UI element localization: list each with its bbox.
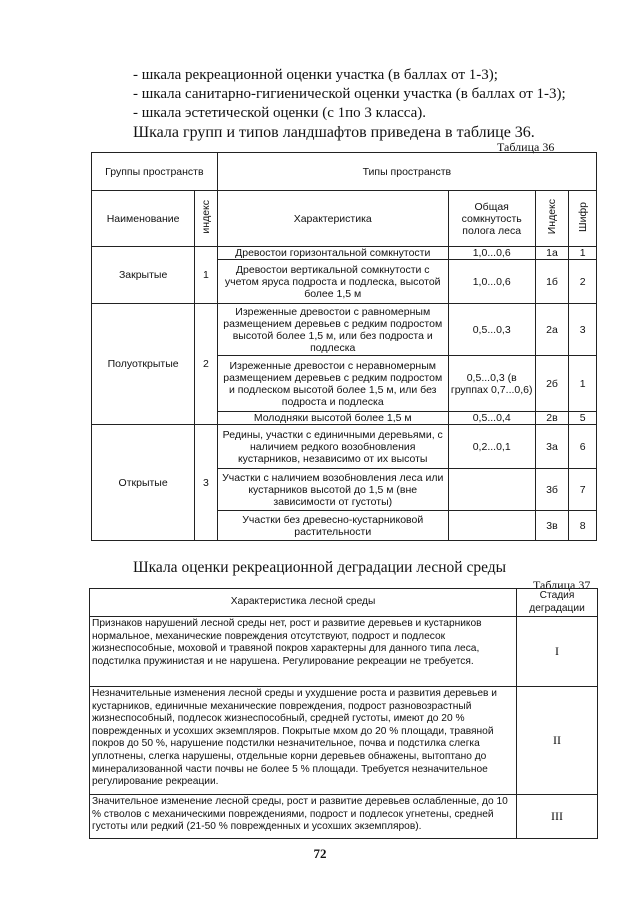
table36-caption: Таблица 36	[497, 140, 555, 154]
row-index: 2в	[535, 412, 569, 425]
row-code: 3	[569, 304, 597, 356]
row-stage: II	[517, 687, 598, 795]
group-index: 3	[195, 425, 217, 541]
intro-line-2: - шкала санитарно-гигиенической оценки участка (в баллах от 1-3);	[133, 86, 566, 102]
row-index: 2б	[535, 356, 569, 412]
group-index: 1	[195, 247, 217, 304]
row-char: Древостои вертикальной сомкнутости с учетом яруса подроста и подлеска, высотой более 1,5 м	[217, 260, 448, 304]
col-degradation-stage: Стадия деградации	[517, 589, 598, 617]
row-stage: III	[517, 795, 598, 839]
row-index: 3а	[535, 425, 569, 469]
col-index1-label: индекс	[199, 200, 212, 234]
row-char: Древостои горизонтальной сомкнутости	[217, 247, 448, 260]
intro-text	[133, 66, 603, 142]
group-name: Закрытые	[92, 247, 195, 304]
row-char: Изреженные древостои с неравномерным размещением деревьев с редким подростом и подлеском высотой более 1,5 м, или без подроста и подлеска	[217, 356, 448, 412]
row-index: 2а	[535, 304, 569, 356]
row-code: 1	[569, 356, 597, 412]
row-char: Участки с наличием возобновления леса или кустарников высотой до 1,5 м (вне зависимости от густоты)	[217, 469, 448, 511]
row-code: 7	[569, 469, 597, 511]
col-code	[569, 191, 597, 247]
row-code: 8	[569, 511, 597, 541]
row-density	[448, 469, 535, 511]
row-index: 1б	[535, 260, 569, 304]
intro-line-4: Шкала групп и типов ландшафтов приведена в таблице 36.	[133, 124, 535, 141]
col-name: Наименование	[92, 191, 195, 247]
row-char: Редины, участки с единичными деревьями, с наличием редкого возобновления кустарников, независимо от их высоты	[217, 425, 448, 469]
row-code: 2	[569, 260, 597, 304]
row-density: 0,5...0,3	[448, 304, 535, 356]
table37-caption: Таблица 37	[533, 578, 591, 592]
intro-line-3: - шкала эстетической оценки (с 1по 3 класса).	[133, 105, 427, 121]
col-index2	[535, 191, 569, 247]
col-forest-char: Характеристика лесной среды	[90, 589, 517, 617]
row-char: Молодняки высотой более 1,5 м	[217, 412, 448, 425]
row-text: Признаков нарушений лесной среды нет, рост и развитие деревьев и кустарников нормальное, механические повреждения отсутствуют, подрост и подлесок жизнеспособные, моховой и травяной покров характерны для данного типа леса, подстилка пружинистая и не нарушена. Регулирование рекреации не требуется.	[90, 617, 517, 687]
col-density: Общая сомкнутость полога леса	[448, 191, 535, 247]
row-index: 3в	[535, 511, 569, 541]
row-text: Значительное изменение лесной среды, рост и развитие деревьев ослабленные, до 10 % стволов с механическими повреждениями, подрост и подлесок угнетены, средней густоты или редкий (21-50 % поврежденных и усохших экземпляров).	[90, 795, 517, 839]
row-index: 1а	[535, 247, 569, 260]
table-row	[90, 795, 598, 839]
row-code: 5	[569, 412, 597, 425]
row-density: 0,5...0,3 (в группах 0,7...0,6)	[448, 356, 535, 412]
table-36	[91, 152, 597, 541]
table-row	[90, 617, 598, 687]
group-name: Открытые	[92, 425, 195, 541]
row-char: Изреженные древостои с равномерным размещением деревьев с редким подростом высотой более 1,5 м, или без подроста и подлеска	[217, 304, 448, 356]
intro-line-1: - шкала рекреационной оценки участка (в баллах от 1-3);	[133, 67, 498, 83]
group-name: Полуоткрытые	[92, 304, 195, 425]
group-index: 2	[195, 304, 217, 425]
table37-heading: Шкала оценки рекреационной деградации лесной среды	[133, 559, 507, 576]
header-types: Типы пространств	[217, 153, 596, 191]
row-index: 3б	[535, 469, 569, 511]
page-number: 72	[313, 846, 327, 861]
table-37	[89, 588, 598, 839]
row-density: 1,0...0,6	[448, 260, 535, 304]
table-row	[92, 304, 597, 356]
col-code-label: Шифр	[576, 202, 589, 232]
table-row	[92, 247, 597, 260]
row-code: 6	[569, 425, 597, 469]
row-density: 0,5...0,4	[448, 412, 535, 425]
table-row	[92, 425, 597, 469]
row-code: 1	[569, 247, 597, 260]
table-row	[90, 687, 598, 795]
col-char: Характеристика	[217, 191, 448, 247]
header-groups: Группы пространств	[92, 153, 218, 191]
col-index1	[195, 191, 217, 247]
row-density: 0,2...0,1	[448, 425, 535, 469]
row-density	[448, 511, 535, 541]
row-density: 1,0...0,6	[448, 247, 535, 260]
row-text: Незначительные изменения лесной среды и ухудшение роста и развития деревьев и кустарников, единичные механические повреждения, подрост разновозрастный жизнеспособный, подлесок жизнеспособный, средней густоты, имеют до 20 % поврежденных и усохших экземпляров. Покрытые мхом до 20 % площади, травяной покров до 50 %, нарушение подстилки незначительное, почва и подстилка слегка уплотнены, слегка нарушены, отдельные корни деревьев обнажены, вытоптано до минерализованной части почвы не более 5 % площади. Требуется незначительное регулирование рекреации.	[90, 687, 517, 795]
row-stage: I	[517, 617, 598, 687]
row-char: Участки без древесно-кустарниковой растительности	[217, 511, 448, 541]
col-index2-label: Индекс	[546, 199, 558, 235]
